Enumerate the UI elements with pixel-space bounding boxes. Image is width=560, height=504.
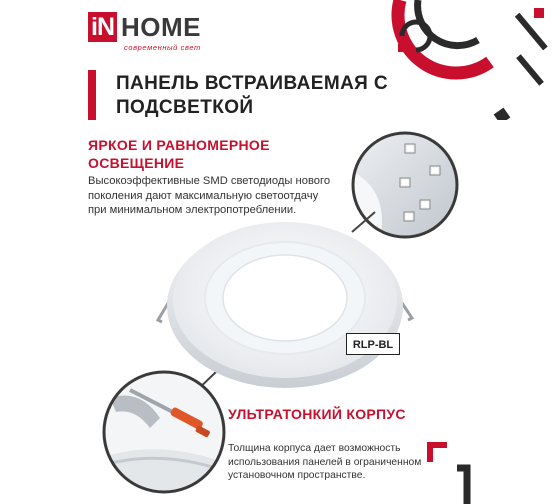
model-badge: RLP-BL xyxy=(346,333,400,355)
housing-zoom-circle xyxy=(100,368,228,496)
feature-1-text: Высокоэффективные SMD светодиоды нового поколения дают максимальную светоотдачу при минимальном электропотреблении. xyxy=(88,175,331,216)
title-accent-bar xyxy=(88,70,96,120)
feature-2-heading: УЛЬТРАТОНКИЙ КОРПУС xyxy=(228,406,406,422)
feature-1-heading: ЯРКОЕ И РАВНОМЕРНОЕ ОСВЕЩЕНИЕ xyxy=(88,137,270,171)
logo-in: iN xyxy=(88,12,117,42)
logo-tagline: современный свет xyxy=(124,43,201,52)
page-title: ПАНЕЛЬ ВСТРАИВАЕМАЯ С ПОДСВЕТКОЙ xyxy=(116,73,389,118)
decorative-bottom-graphic xyxy=(425,440,480,504)
logo-home: HOME xyxy=(121,12,201,42)
brand-logo xyxy=(88,12,201,52)
feature-2-text: Толщина корпуса дает возможность использования панелей в ограниченном установочном пространстве. xyxy=(228,443,422,481)
